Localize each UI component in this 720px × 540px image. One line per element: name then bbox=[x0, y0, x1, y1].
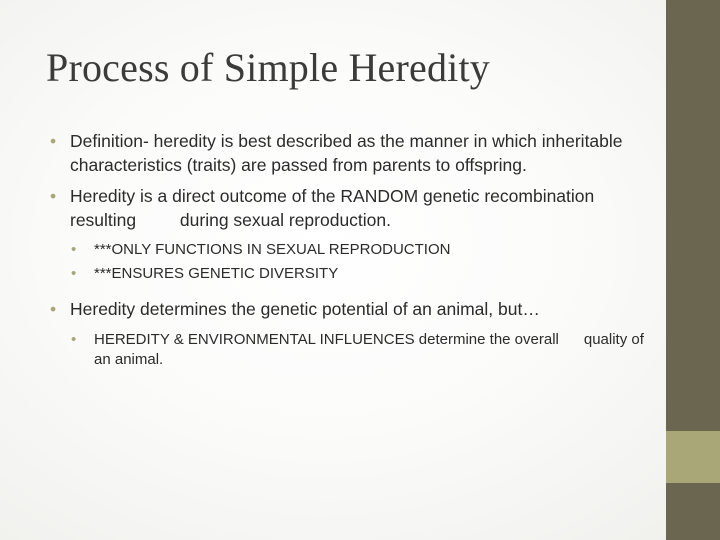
side-accent-block bbox=[666, 431, 720, 483]
sub-bullet-text: ***ENSURES GENETIC DIVERSITY bbox=[94, 265, 339, 282]
sub-bullet-text: ***ONLY FUNCTIONS IN SEXUAL REPRODUCTION bbox=[94, 241, 451, 258]
sub-bullet-dot-icon: • bbox=[71, 330, 77, 348]
bullet-dot-icon: • bbox=[50, 186, 57, 206]
sub-bullet-environmental-influences bbox=[71, 330, 650, 370]
slide-body bbox=[50, 130, 650, 374]
bullet-dot-icon: • bbox=[50, 299, 57, 319]
bullet-text: Definition- heredity is best described as the manner in which inheritable characteristics (traits) are passed from parents to offspring. bbox=[70, 131, 638, 175]
sub-bullet-dot-icon: • bbox=[71, 265, 77, 282]
sub-bullet-text: HEREDITY & ENVIRONMENTAL INFLUENCES determine the overall quality of an animal. bbox=[94, 330, 649, 368]
bullet-text: Heredity is a direct outcome of the RANDOM genetic recombination resulting during sexual reproduction. bbox=[70, 186, 600, 230]
sub-bullet-genetic-diversity bbox=[71, 264, 650, 284]
sub-bullet-sexual-reproduction bbox=[71, 240, 650, 260]
sub-bullet-dot-icon: • bbox=[71, 241, 77, 258]
bullet-genetic-potential bbox=[50, 298, 650, 322]
bullet-text: Heredity determines the genetic potential of an animal, but… bbox=[70, 299, 540, 319]
slide-title: Process of Simple Heredity bbox=[46, 45, 491, 90]
bullet-definition bbox=[50, 130, 650, 177]
bullet-outcome bbox=[50, 185, 650, 232]
bullet-dot-icon: • bbox=[50, 131, 57, 151]
